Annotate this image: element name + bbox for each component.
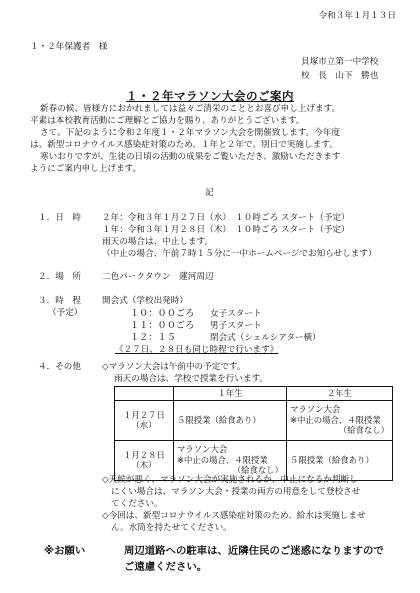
day-cell: [115, 440, 174, 480]
morning-note: ◇マラソン大会は午前中の予定です。: [102, 362, 246, 372]
intro-line: さて、下記のように令和２年度１・２年マラソン大会を開催致します。今年度: [40, 128, 340, 138]
grade1-cell: [174, 440, 287, 480]
ki-heading: 記: [205, 188, 214, 198]
cell-line: ５限授業（給食あり）: [177, 414, 261, 425]
table-header-row: [115, 387, 393, 401]
section-time-label: ３．時 程: [38, 296, 81, 306]
cell-line: （給食なし）: [232, 465, 283, 476]
schedule-event: 閉会式（シェルシアター横）: [210, 333, 321, 343]
intro-line: 平素は本校教育活動にご理解とご協力を賜り、ありがとうございます。: [30, 116, 305, 126]
cell-line: マラソン大会: [177, 444, 228, 455]
section-date-label: １．日 時: [38, 213, 81, 223]
day-cell: [115, 400, 174, 440]
cell-line: ※中止の場合、４限授業: [290, 414, 381, 425]
bullet-line: ん。水筒を持たせてください。: [111, 523, 232, 533]
table-header-cell: ２年生: [287, 387, 393, 401]
table-header-cell: [115, 387, 174, 401]
request-label: ※お願い: [44, 545, 86, 557]
intro-line: 新春の候、皆様方におかれましては益々ご清栄のこととお喜び申し上げます。: [40, 104, 341, 114]
time-predicted-label: （予定）: [48, 308, 83, 318]
cell-line: ※中止の場合、４限授業: [177, 454, 268, 465]
schedule-time: １２：１５: [130, 332, 176, 343]
bullet-line: ◇今回は、新型コロナウイルス感染症対策のため、給水は実施しませ: [102, 511, 366, 521]
page-title: １・２年マラソン大会のご案内: [126, 89, 294, 103]
table-row: [115, 400, 393, 440]
day-date: １月２８日: [123, 449, 165, 460]
table-row: [115, 440, 393, 480]
intro-line: ようにご案内申し上げます。: [30, 164, 142, 174]
rain-class-note: 雨天の場合は、学校で授業を行います。: [114, 374, 269, 384]
grade2-cell: [287, 440, 393, 480]
day-date: １月２７日: [123, 409, 165, 420]
place-value: 二色パークタウン 蓮河周辺: [102, 272, 214, 282]
schedule-table: [114, 386, 393, 481]
table-header-cell: １年生: [174, 387, 287, 401]
bullet-line: ◇天候が悪く、マラソン大会が実施されるか、中止になるか判断し: [102, 475, 358, 485]
section-place-label: ２．場 所: [38, 272, 81, 282]
cell-line: マラソン大会: [290, 404, 341, 415]
day-weekday: （水）: [131, 420, 157, 430]
intro-line: 寒いおりですが、生徒の日頃の活動の成果をご覧いただき、激励いただきます: [40, 152, 341, 162]
opening-ceremony: 開会式（学校出発時）: [102, 296, 188, 306]
date-line-grade2: ２年：令和３年１月２７日（水） １０時ごろ スタート（予定）: [102, 213, 350, 223]
bullet-line: てください。: [111, 499, 163, 509]
recipient: １・２年保護者 様: [30, 42, 108, 52]
principal-name: 校 長 山下 勝也: [301, 71, 379, 81]
grade1-cell: [174, 400, 287, 440]
day-weekday: （木）: [131, 460, 157, 470]
schedule-note: 《２７日、２８日も同じ時程で行います》: [115, 345, 279, 355]
cell-line: （給食なし）: [338, 425, 389, 436]
document-date: 令和３年１月１３日: [318, 11, 396, 21]
cell-line: ５限授業（給食あり）: [290, 454, 374, 465]
schedule-event: 女子スタート: [210, 309, 262, 319]
cancel-note: （中止の場合、午前７時１５分に一中ホームページでお知らせします）: [102, 249, 377, 259]
section-other-label: ４．その他: [38, 362, 81, 372]
request-line: ご遠慮ください。: [124, 561, 208, 573]
grade2-cell: [287, 400, 393, 440]
schedule-time: １０：００ごろ: [130, 308, 195, 319]
bullet-line: にくい場合は、マラソン大会・授業の両方の用意をして登校させ: [111, 487, 361, 497]
intro-line: は、新型コロナウイルス感染症対策のため、１年と２年で、別日で実施します。: [30, 140, 338, 150]
schedule-event: 男子スタート: [210, 321, 262, 331]
rain-note: 雨天の場合は、中止します。: [102, 237, 214, 247]
school-name: 貝塚市立第一中学校: [301, 57, 379, 67]
date-line-grade1: １年：令和３年１月２８日（木） １０時ごろ スタート（予定）: [102, 225, 350, 235]
request-line: 周辺道路への駐車は、近隣住民のご迷惑になりますので: [124, 545, 384, 557]
schedule-time: １１：００ごろ: [130, 320, 195, 331]
